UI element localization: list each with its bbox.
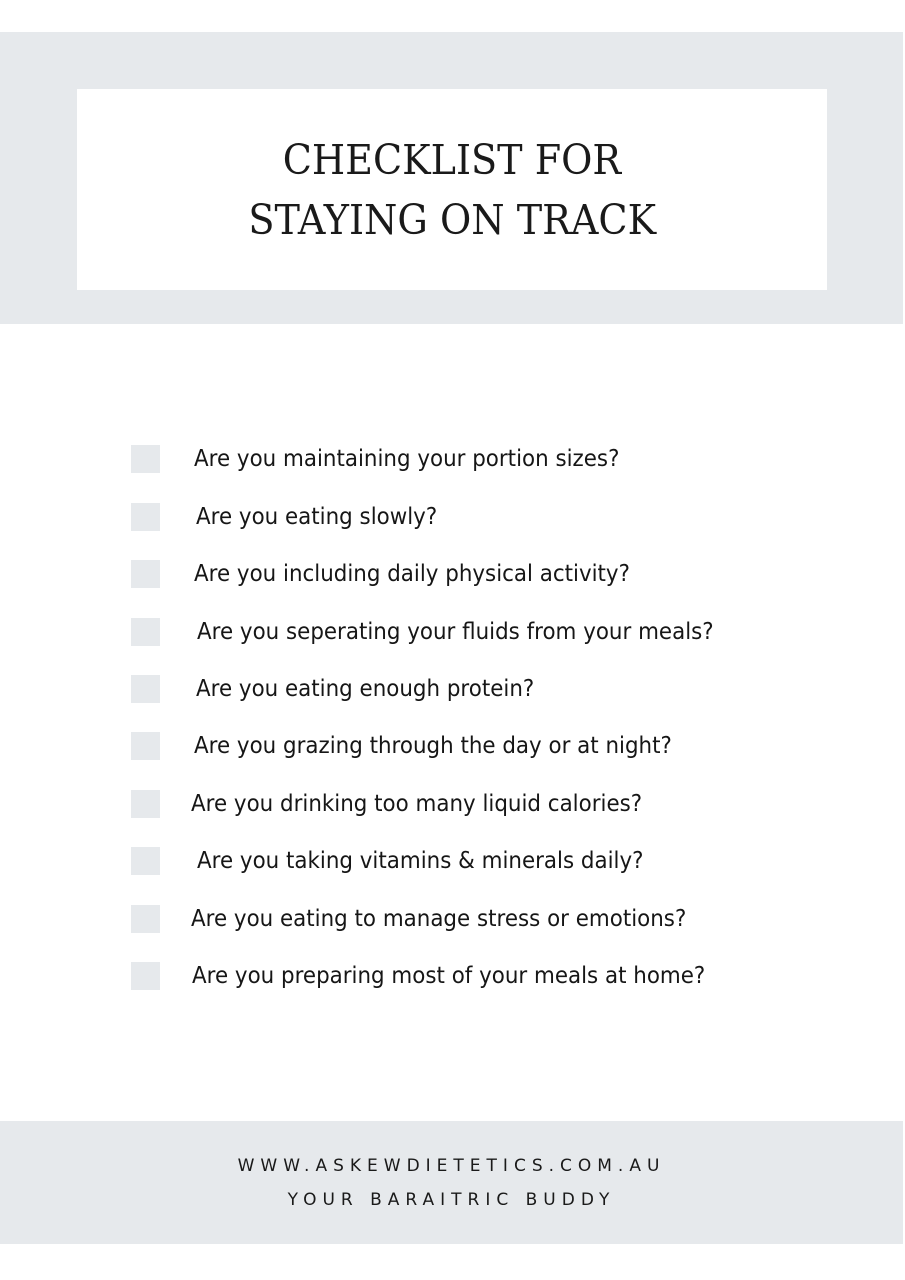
checklist-item[interactable] <box>131 846 677 876</box>
page-title-line-2: STAYING ON TRACK <box>248 195 656 244</box>
checklist-item[interactable] <box>131 502 455 532</box>
checklist-item-label: Are you seperating your fluids from your meals? <box>197 619 714 645</box>
checklist-item[interactable] <box>131 674 560 704</box>
checklist-item-label: Are you grazing through the day or at night? <box>194 733 672 759</box>
title-card <box>77 89 827 290</box>
checkbox[interactable] <box>131 732 160 760</box>
checkbox[interactable] <box>131 675 160 703</box>
checkbox[interactable] <box>131 503 160 531</box>
checklist-item[interactable] <box>131 789 676 819</box>
checklist-item[interactable] <box>131 904 724 934</box>
checklist-item-label: Are you including daily physical activity? <box>194 561 630 587</box>
checklist-item-label: Are you eating slowly? <box>196 504 438 530</box>
footer-band <box>0 1121 903 1244</box>
checklist-item-label: Are you maintaining your portion sizes? <box>194 446 620 472</box>
footer-website: WWW.ASKEWDIETETICS.COM.AU <box>237 1155 666 1176</box>
checkbox[interactable] <box>131 905 160 933</box>
checklist-item[interactable] <box>131 559 663 589</box>
footer-tagline: YOUR BARAITRIC BUDDY <box>287 1189 616 1210</box>
checkbox[interactable] <box>131 790 160 818</box>
checklist-item-label: Are you eating to manage stress or emotions? <box>191 906 687 932</box>
checkbox[interactable] <box>131 445 160 473</box>
checkbox[interactable] <box>131 560 160 588</box>
checklist-item[interactable] <box>131 444 651 474</box>
checklist-item[interactable] <box>131 731 708 761</box>
checklist-item[interactable] <box>131 961 744 991</box>
checklist-item[interactable] <box>131 617 753 647</box>
checklist-item-label: Are you drinking too many liquid calories? <box>191 791 643 817</box>
page-title-line-1: CHECKLIST FOR <box>282 135 622 184</box>
checklist-item-label: Are you eating enough protein? <box>196 676 535 702</box>
checklist-item-label: Are you preparing most of your meals at home? <box>192 963 706 989</box>
checklist-item-label: Are you taking vitamins & minerals daily? <box>197 848 644 874</box>
checkbox[interactable] <box>131 962 160 990</box>
checkbox[interactable] <box>131 847 160 875</box>
checkbox[interactable] <box>131 618 160 646</box>
